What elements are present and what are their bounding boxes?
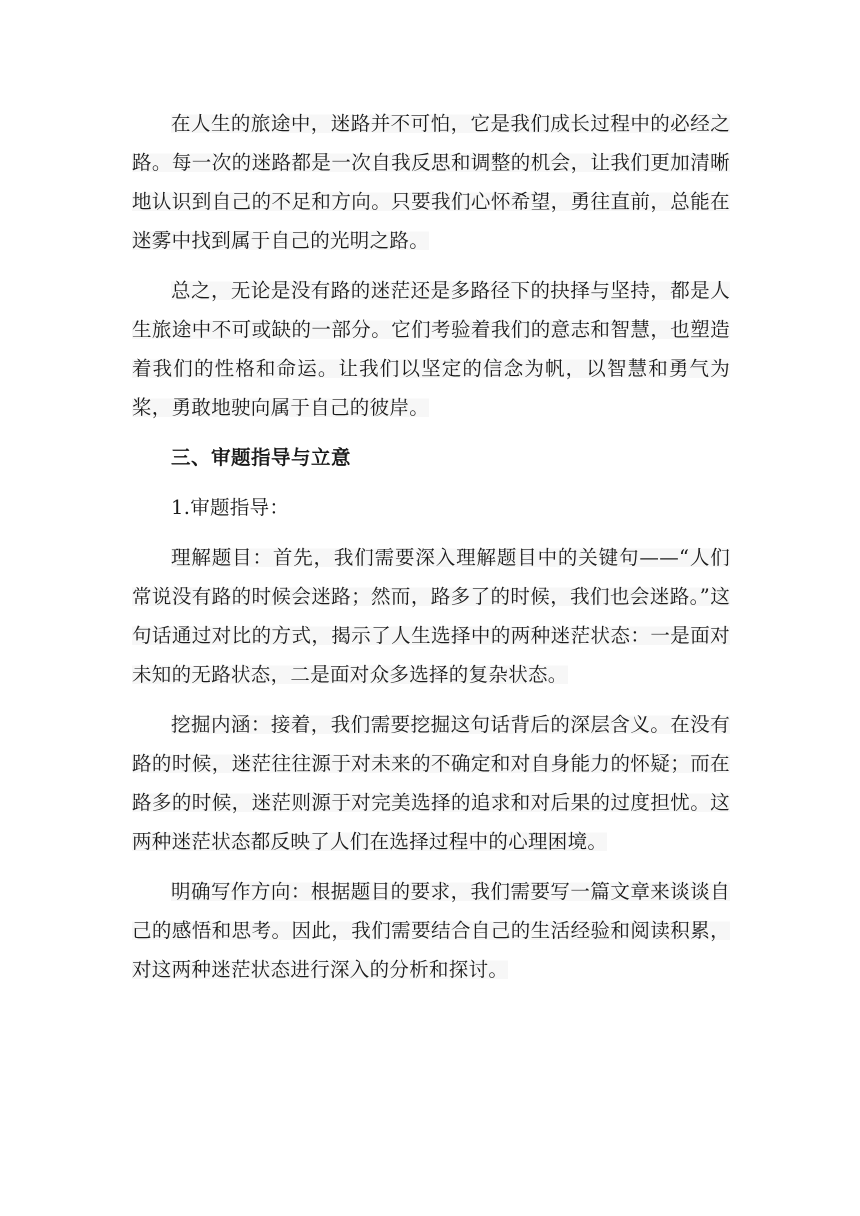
paragraph-text: 挖掘内涵：接着，我们需要挖掘这句话背后的深层含义。在没有路的时候，迷茫往往源于对未来的不确定和对自身能力的怀疑；而在路多的时候，迷茫则源于对完美选择的追求和对后果的过度担忧。这两种迷茫状态都反映了人们在选择过程中的心理困境。 [132, 713, 730, 853]
paragraph-understand-topic [132, 538, 730, 694]
paragraph-text: 理解题目：首先，我们需要深入理解题目中的关键句——“人们常说没有路的时候会迷路；然而，路多了的时候，我们也会迷路。”这句话通过对比的方式，揭示了人生选择中的两种迷茫状态：一是面对未知的无路状态，二是面对众多选择的复杂状态。 [132, 546, 730, 686]
paragraph-lost-way [132, 104, 730, 260]
paragraph-dig-meaning [132, 705, 730, 861]
paragraph-text: 明确写作方向：根据题目的要求，我们需要写一篇文章来谈谈自己的感悟和思考。因此，我们需要结合自己的生活经验和阅读积累，对这两种迷茫状态进行深入的分析和探讨。 [132, 880, 730, 981]
document-page [132, 104, 730, 1000]
paragraph-text: 总之，无论是没有路的迷茫还是多路径下的抉择与坚持，都是人生旅途中不可或缺的一部分。它们考验着我们的意志和智慧，也塑造着我们的性格和命运。让我们以坚定的信念为帆，以智慧和勇气为桨，勇敢地驶向属于自己的彼岸。 [132, 279, 730, 419]
paragraph-text: 在人生的旅途中，迷路并不可怕，它是我们成长过程中的必经之路。每一次的迷路都是一次自我反思和调整的机会，让我们更加清晰地认识到自己的不足和方向。只要我们心怀希望，勇往直前，总能在迷雾中找到属于自己的光明之路。 [132, 112, 730, 252]
paragraph-conclusion [132, 271, 730, 427]
section-heading: 三、审题指导与立意 [171, 446, 352, 469]
paragraph-writing-direction [132, 872, 730, 989]
subsection-heading: 1.审题指导： [171, 496, 290, 519]
